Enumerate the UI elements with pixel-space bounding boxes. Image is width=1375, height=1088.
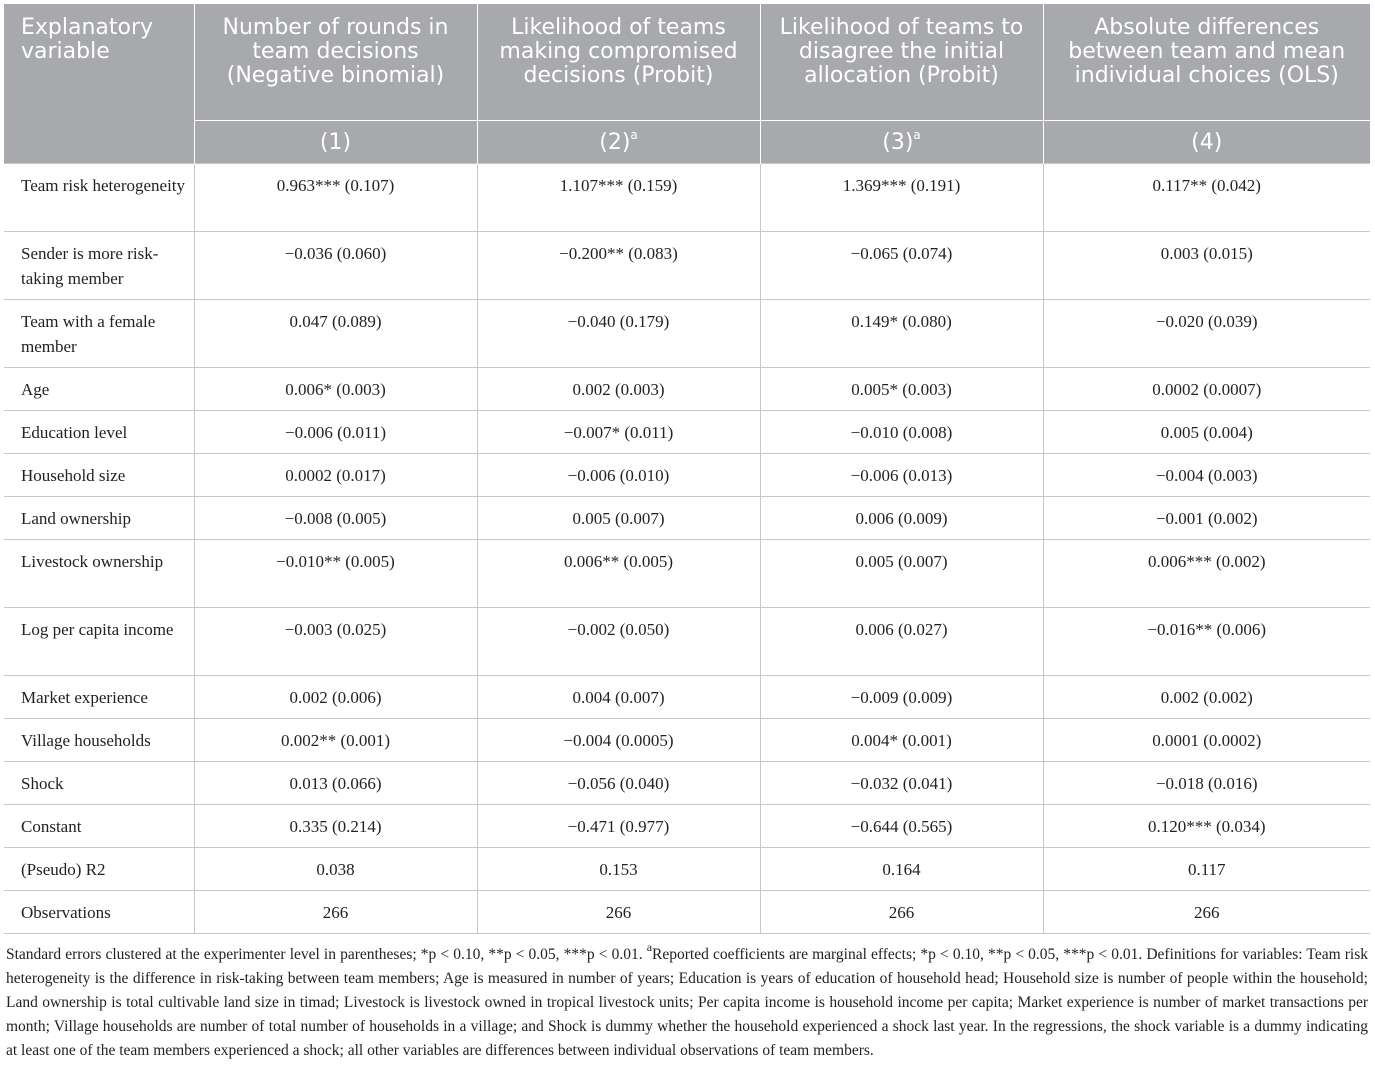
cell-model-4: 266 [1043, 891, 1370, 934]
cell-model-2: 0.004 (0.007) [477, 676, 760, 719]
table-row [4, 454, 1370, 497]
cell-model-2: −0.471 (0.977) [477, 805, 760, 848]
cell-model-4: 0.006*** (0.002) [1043, 540, 1370, 608]
table-row [4, 232, 1370, 300]
row-label: Shock [4, 762, 194, 805]
header-explanatory-variable: Explanatory variable [4, 4, 194, 121]
cell-model-2: 1.107*** (0.159) [477, 164, 760, 232]
table-row [4, 676, 1370, 719]
table-body [4, 164, 1370, 934]
table-row [4, 497, 1370, 540]
cell-model-1: 0.002** (0.001) [194, 719, 477, 762]
cell-model-4: −0.018 (0.016) [1043, 762, 1370, 805]
regression-table [4, 4, 1370, 934]
cell-model-4: 0.117 [1043, 848, 1370, 891]
cell-model-3: 0.149* (0.080) [760, 300, 1043, 368]
cell-model-2: 0.153 [477, 848, 760, 891]
table-row [4, 608, 1370, 676]
cell-model-1: −0.003 (0.025) [194, 608, 477, 676]
table-row [4, 848, 1370, 891]
cell-model-2: −0.004 (0.0005) [477, 719, 760, 762]
table-row [4, 891, 1370, 934]
cell-model-3: −0.010 (0.008) [760, 411, 1043, 454]
row-label: (Pseudo) R2 [4, 848, 194, 891]
cell-model-3: −0.065 (0.074) [760, 232, 1043, 300]
cell-model-2: −0.040 (0.179) [477, 300, 760, 368]
cell-model-3: 0.005 (0.007) [760, 540, 1043, 608]
cell-model-3: −0.032 (0.041) [760, 762, 1043, 805]
row-label: Constant [4, 805, 194, 848]
cell-model-1: −0.036 (0.060) [194, 232, 477, 300]
cell-model-3: −0.006 (0.013) [760, 454, 1043, 497]
table-row [4, 164, 1370, 232]
cell-model-2: 0.002 (0.003) [477, 368, 760, 411]
cell-model-2: −0.200** (0.083) [477, 232, 760, 300]
cell-model-1: 266 [194, 891, 477, 934]
cell-model-4: 0.117** (0.042) [1043, 164, 1370, 232]
cell-model-4: 0.005 (0.004) [1043, 411, 1370, 454]
row-label: Livestock ownership [4, 540, 194, 608]
cell-model-1: 0.038 [194, 848, 477, 891]
model-number-2: $(2)^a$ [477, 121, 760, 164]
cell-model-2: 0.005 (0.007) [477, 497, 760, 540]
model-number-blank [4, 121, 194, 164]
table-header [4, 4, 1370, 164]
row-label: Team risk heterogeneity [4, 164, 194, 232]
footnote-part-1: Standard errors clustered at the experimenter level in parentheses; *p < 0.10, **p < 0.05, ***p < 0.01. [6, 946, 647, 963]
row-label: Age [4, 368, 194, 411]
row-label: Observations [4, 891, 194, 934]
footnote-part-2: Reported coefficients are marginal effects; *p < 0.10, **p < 0.05, ***p < 0.01. Definitions for variables: Team risk heterogeneity is the difference in risk-taking between team members; Age is measured in number of years; Education is years of education of household head; Household size is number of people within the household; Land ownership is total cultivable land size in timad; Livestock is livestock owned in tropical livestock units; Per capita income is household income per capita; Market experience is number of market transactions per month; Village households are number of total number of households in a village; and Shock is dummy whether the household experienced a shock last year. In the regressions, the shock variable is a dummy indicating at least one of the team members experienced a shock; all other variables are differences between individual observations of team members. [6, 946, 1368, 1059]
cell-model-1: 0.963*** (0.107) [194, 164, 477, 232]
cell-model-3: 0.006 (0.027) [760, 608, 1043, 676]
model-number-4: (4) [1043, 121, 1370, 164]
row-label: Log per capita income [4, 608, 194, 676]
row-label: Sender is more risk-taking member [4, 232, 194, 300]
cell-model-2: 266 [477, 891, 760, 934]
row-label: Land ownership [4, 497, 194, 540]
table-row [4, 719, 1370, 762]
cell-model-2: 0.006** (0.005) [477, 540, 760, 608]
cell-model-1: −0.008 (0.005) [194, 497, 477, 540]
cell-model-3: 0.006 (0.009) [760, 497, 1043, 540]
row-label: Team with a female member [4, 300, 194, 368]
table-row [4, 300, 1370, 368]
header-model-1: Number of rounds in team decisions (Negative binomial) [194, 4, 477, 121]
table-row [4, 368, 1370, 411]
cell-model-4: 0.120*** (0.034) [1043, 805, 1370, 848]
cell-model-4: 0.003 (0.015) [1043, 232, 1370, 300]
cell-model-3: 266 [760, 891, 1043, 934]
header-model-4: Absolute differences between team and mean individual choices (OLS) [1043, 4, 1370, 121]
cell-model-3: −0.009 (0.009) [760, 676, 1043, 719]
cell-model-4: 0.0002 (0.0007) [1043, 368, 1370, 411]
cell-model-1: 0.002 (0.006) [194, 676, 477, 719]
row-label: Education level [4, 411, 194, 454]
cell-model-4: 0.0001 (0.0002) [1043, 719, 1370, 762]
cell-model-4: −0.004 (0.003) [1043, 454, 1370, 497]
row-label: Market experience [4, 676, 194, 719]
cell-model-4: −0.020 (0.039) [1043, 300, 1370, 368]
model-number-1: (1) [194, 121, 477, 164]
cell-model-2: −0.002 (0.050) [477, 608, 760, 676]
cell-model-2: −0.007* (0.011) [477, 411, 760, 454]
cell-model-4: 0.002 (0.002) [1043, 676, 1370, 719]
cell-model-2: −0.006 (0.010) [477, 454, 760, 497]
table-row [4, 762, 1370, 805]
cell-model-3: 1.369*** (0.191) [760, 164, 1043, 232]
footnote-superscript: a [646, 940, 653, 954]
table-row [4, 411, 1370, 454]
row-label: Village households [4, 719, 194, 762]
cell-model-4: −0.001 (0.002) [1043, 497, 1370, 540]
header-row [4, 4, 1370, 121]
cell-model-1: −0.006 (0.011) [194, 411, 477, 454]
cell-model-1: 0.006* (0.003) [194, 368, 477, 411]
cell-model-4: −0.016** (0.006) [1043, 608, 1370, 676]
header-model-3: Likelihood of teams to disagree the initial allocation (Probit) [760, 4, 1043, 121]
model-number-row [4, 121, 1370, 164]
table-footnote [4, 940, 1370, 1063]
model-number-3: $(3)^a$ [760, 121, 1043, 164]
regression-table-figure [4, 4, 1370, 1063]
cell-model-3: 0.005* (0.003) [760, 368, 1043, 411]
header-model-2: Likelihood of teams making compromised decisions (Probit) [477, 4, 760, 121]
cell-model-2: −0.056 (0.040) [477, 762, 760, 805]
cell-model-1: 0.0002 (0.017) [194, 454, 477, 497]
row-label: Household size [4, 454, 194, 497]
cell-model-3: 0.164 [760, 848, 1043, 891]
table-row [4, 805, 1370, 848]
cell-model-1: −0.010** (0.005) [194, 540, 477, 608]
cell-model-3: 0.004* (0.001) [760, 719, 1043, 762]
cell-model-1: 0.335 (0.214) [194, 805, 477, 848]
cell-model-3: −0.644 (0.565) [760, 805, 1043, 848]
cell-model-1: 0.047 (0.089) [194, 300, 477, 368]
table-row [4, 540, 1370, 608]
cell-model-1: 0.013 (0.066) [194, 762, 477, 805]
